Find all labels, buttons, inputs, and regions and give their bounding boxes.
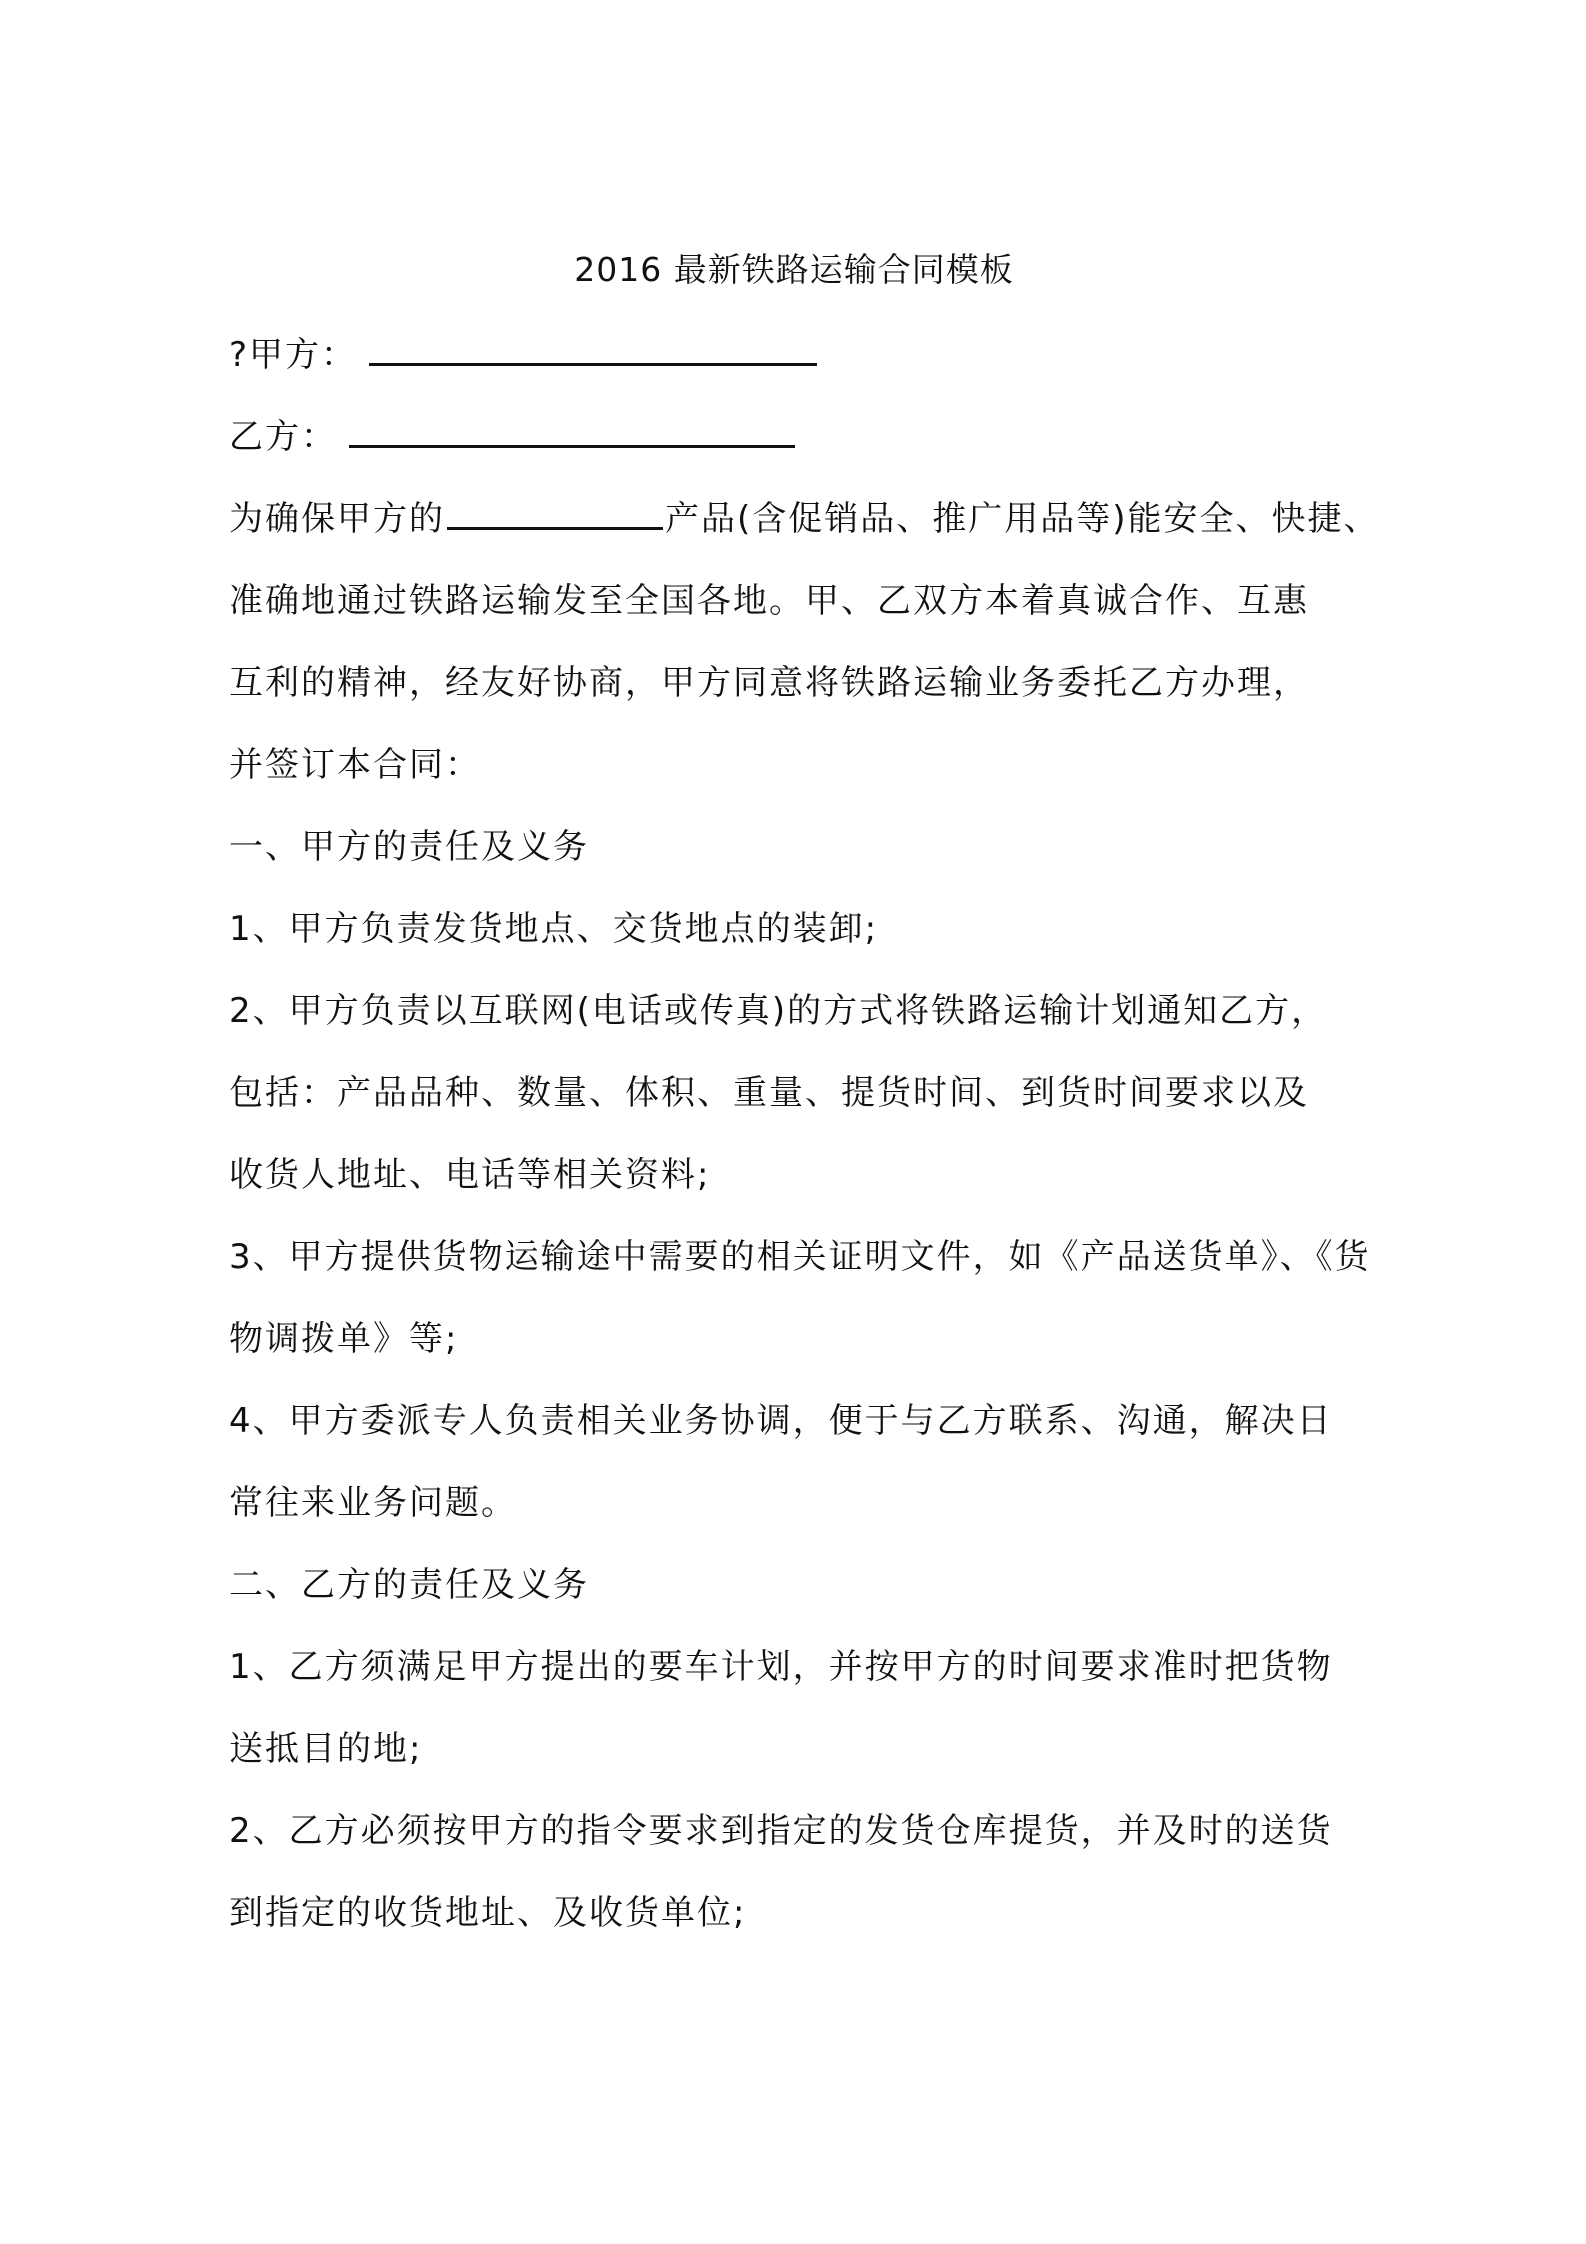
section-2-item-2-line-2: 到指定的收货地址、及收货单位; [229, 1893, 747, 1933]
party-b-label: 乙方： [229, 417, 337, 457]
section-2-item-1-line-1: 1、乙方须满足甲方提出的要车计划，并按甲方的时间要求准时把货物 [229, 1647, 1333, 1687]
section-1-item-2-line-3: 收货人地址、电话等相关资料; [229, 1155, 711, 1195]
section-1-item-4-line-1: 4、甲方委派专人负责相关业务协调，便于与乙方联系、沟通，解决日 [229, 1401, 1333, 1441]
section-2-item-2-line-1: 2、乙方必须按甲方的指令要求到指定的发货仓库提货，并及时的送货 [229, 1811, 1333, 1851]
party-a-label: ?甲方： [229, 335, 358, 375]
product-blank [447, 493, 663, 530]
section-1-heading: 一、甲方的责任及义务 [229, 827, 589, 867]
intro-text-before-blank: 为确保甲方的 [229, 499, 445, 539]
intro-line-2: 准确地通过铁路运输发至全国各地。甲、乙双方本着真诚合作、互惠 [229, 581, 1309, 621]
party-a-blank [369, 329, 817, 366]
section-1-item-1: 1、甲方负责发货地点、交货地点的装卸; [229, 909, 879, 949]
intro-line-4: 并签订本合同： [229, 745, 481, 785]
section-2-heading: 二、乙方的责任及义务 [229, 1565, 589, 1605]
document-title: 2016 最新铁路运输合同模板 [574, 250, 1014, 289]
section-1-item-2-line-1: 2、甲方负责以互联网(电话或传真)的方式将铁路运输计划通知乙方， [229, 991, 1328, 1031]
section-2-item-1-line-2: 送抵目的地; [229, 1729, 423, 1769]
section-1-item-3-line-1: 3、甲方提供货物运输途中需要的相关证明文件，如《产品送货单》、《货 [229, 1237, 1371, 1277]
party-b-blank [349, 411, 795, 448]
intro-text-after-blank: 产品(含促销品、推广用品等)能安全、快捷、 [665, 499, 1380, 539]
party-b-line [229, 411, 797, 463]
intro-line-3: 互利的精神，经友好协商，甲方同意将铁路运输业务委托乙方办理， [229, 663, 1309, 703]
section-1-item-3-line-2: 物调拨单》等; [229, 1319, 459, 1359]
section-1-item-2-line-2: 包括：产品品种、数量、体积、重量、提货时间、到货时间要求以及 [229, 1073, 1309, 1113]
section-1-item-4-line-2: 常往来业务问题。 [229, 1483, 517, 1523]
intro-line-1 [229, 493, 1380, 545]
party-a-line [229, 329, 819, 381]
